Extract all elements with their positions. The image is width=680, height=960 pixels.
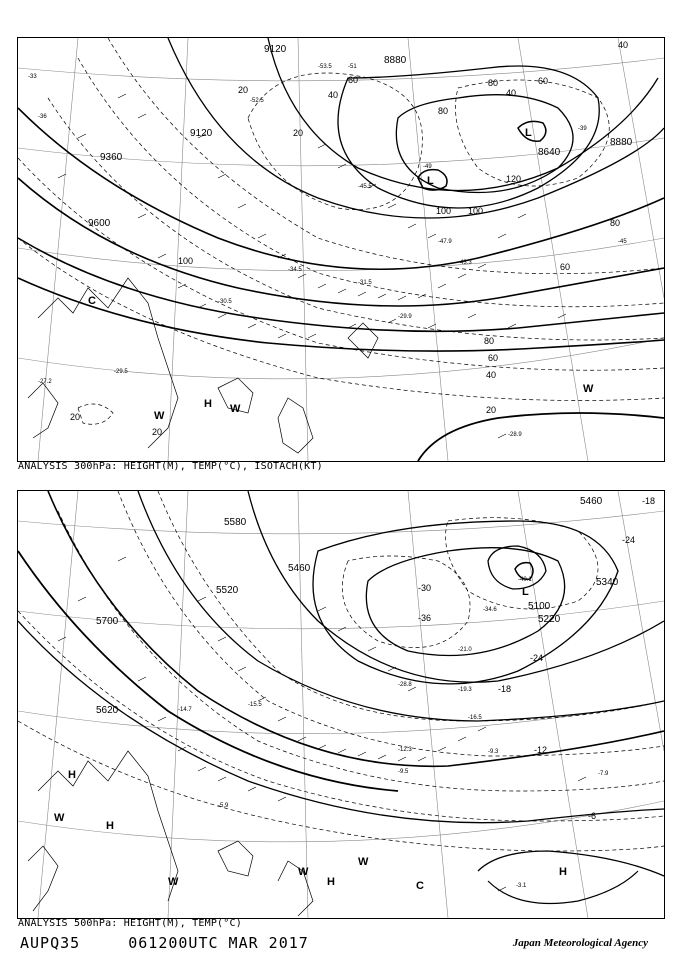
isotach-label: 20 [152, 427, 163, 437]
isotherm-label: -36 [418, 613, 432, 623]
chart-500hpa [17, 490, 665, 919]
footer-chart-info [20, 934, 309, 952]
isotach-label: 40 [486, 370, 497, 380]
temp-obs: -45 [618, 239, 627, 245]
isotach-label: 40 [618, 40, 629, 50]
isotherm-label: -24 [530, 653, 544, 663]
temp-obs: -9.5 [398, 769, 409, 775]
temp-obs: -30.5 [218, 299, 232, 305]
temp-obs: -9.3 [488, 749, 499, 755]
caption-300hpa: ANALYSIS 300hPa: HEIGHT(M), TEMP(°C), ISOTACH(KT) [18, 461, 323, 472]
warm-label: W [583, 383, 594, 395]
wind-barbs-300 [58, 94, 566, 438]
temp-obs: -28.8 [398, 682, 412, 688]
isotach-label: 20 [70, 412, 81, 422]
temp-obs: -45.5 [358, 184, 372, 190]
height-label-5460-north: 5460 [580, 496, 603, 507]
isotherms-500 [18, 491, 664, 851]
isotherm-label: -6 [588, 811, 597, 821]
isotherm-label: -24 [622, 535, 636, 545]
temp-obs: -40.1 [518, 577, 532, 583]
warm-label: W [54, 812, 65, 824]
wind-barbs-500 [58, 557, 586, 891]
isotach-label: 80 [610, 218, 621, 228]
warm-label: W [168, 876, 179, 888]
temp-obs: -7.9 [598, 771, 609, 777]
high-pressure-label: H [559, 866, 567, 878]
height-label-5620: 5620 [96, 705, 119, 716]
height-label-8880-north: 8880 [384, 55, 407, 66]
isotach-label: 20 [293, 128, 304, 138]
map-500hpa [18, 491, 664, 918]
height-label-9120-north: 9120 [264, 44, 287, 55]
height-label-5340: 5340 [596, 577, 619, 588]
cold-label: C [416, 880, 424, 892]
isotach-label: 80 [438, 106, 449, 116]
isotach-label: 20 [238, 85, 249, 95]
temp-obs: -33 [28, 74, 37, 80]
isotach-label: 40 [328, 90, 339, 100]
warm-label: W [358, 856, 369, 868]
height-label-8880-east: 8880 [610, 137, 633, 148]
cold-label: C [88, 295, 96, 307]
temp-obs: -34.5 [288, 267, 302, 273]
low-pressure-label: L [525, 127, 532, 139]
temp-obs: -53.5 [318, 64, 332, 70]
isotach-label: 80 [488, 78, 499, 88]
height-contours-300 [18, 38, 664, 461]
low-pressure-label: L [427, 175, 434, 187]
temp-obs: -39 [578, 126, 587, 132]
temp-obs: -21.0 [458, 647, 472, 653]
temp-obs: -36 [38, 114, 47, 120]
temp-obs: -52.5 [250, 98, 264, 104]
isotherm-label: -30 [418, 583, 432, 593]
isotherm-label: -18 [642, 496, 656, 506]
temp-obs: -12.3 [398, 747, 412, 753]
height-label-9120-west: 9120 [190, 128, 213, 139]
height-label-8640: 8640 [538, 147, 561, 158]
warm-label: W [154, 410, 165, 422]
temp-obs: -3.1 [516, 883, 527, 889]
temp-obs: -43.3 [458, 260, 472, 266]
warm-label: W [230, 403, 241, 415]
isotach-label: 60 [560, 262, 571, 272]
isotach-label: 60 [348, 75, 359, 85]
height-label-5580: 5580 [224, 517, 247, 528]
high-pressure-label: H [68, 769, 76, 781]
temp-obs: -14.7 [178, 707, 192, 713]
isotherm-label: -18 [498, 684, 512, 694]
high-pressure-label: H [106, 820, 114, 832]
high-pressure-label: H [327, 876, 335, 888]
temp-obs: -49 [423, 164, 432, 170]
valid-time: 061200UTC MAR 2017 [128, 934, 309, 952]
isotach-label: 120 [506, 174, 522, 184]
height-label-5520: 5520 [216, 585, 239, 596]
coastline-300 [28, 278, 378, 453]
isotherm-label: -12 [534, 745, 548, 755]
isotach-label: 100 [468, 206, 484, 216]
temp-obs: -5.9 [218, 803, 229, 809]
isotach-label: 80 [484, 336, 495, 346]
isotach-label: 20 [486, 405, 497, 415]
chart-id: AUPQ35 [20, 934, 81, 952]
isotach-label: 60 [488, 353, 499, 363]
isotach-label: 60 [538, 76, 549, 86]
temp-obs: -29.9 [398, 314, 412, 320]
temp-obs: -16.5 [468, 715, 482, 721]
high-pressure-label: H [204, 398, 212, 410]
warm-label: W [298, 866, 309, 878]
temp-obs: -29.5 [114, 369, 128, 375]
isotach-label: 100 [178, 256, 194, 266]
temp-obs: -34.6 [483, 607, 497, 613]
agency-name: Japan Meteorological Agency [512, 937, 648, 949]
height-label-9600: 9600 [88, 218, 111, 229]
height-label-5220: 5220 [538, 614, 561, 625]
temp-obs: -15.5 [248, 702, 262, 708]
isotach-label: 100 [436, 206, 452, 216]
graticule-300 [18, 38, 664, 461]
height-contours-500 [18, 491, 664, 904]
temp-obs: -47.9 [438, 239, 452, 245]
isotach-label: 40 [506, 88, 517, 98]
height-label-5700: 5700 [96, 616, 119, 627]
height-label-5460-west: 5460 [288, 563, 311, 574]
height-label-5100: 5100 [528, 601, 551, 612]
chart-300hpa [17, 37, 665, 462]
caption-500hpa: ANALYSIS 500hPa: HEIGHT(M), TEMP(°C) [18, 918, 242, 929]
low-pressure-label: L [522, 586, 529, 598]
temp-obs: -28.9 [508, 432, 522, 438]
temp-obs: -31.5 [358, 280, 372, 286]
map-300hpa [18, 38, 664, 461]
temp-obs: -27.2 [38, 379, 52, 385]
temp-obs: -51 [348, 64, 357, 70]
temp-obs: -19.3 [458, 687, 472, 693]
height-label-9360: 9360 [100, 152, 123, 163]
